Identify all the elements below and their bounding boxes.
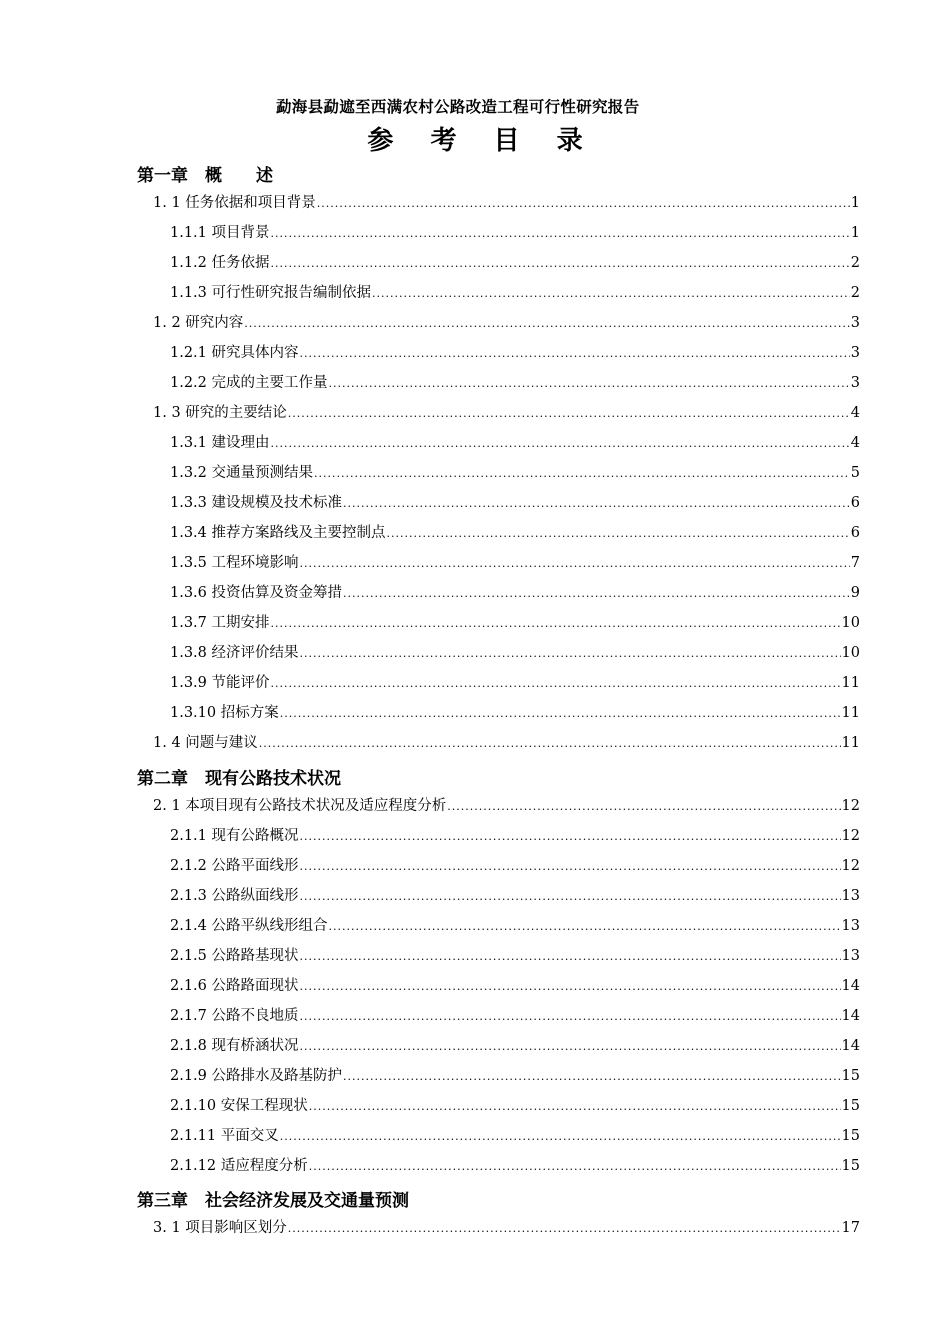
toc-entry-page: 13 xyxy=(841,888,860,904)
toc-entry[interactable] xyxy=(153,401,860,423)
toc-entry-page: 17 xyxy=(841,1220,860,1236)
dot-leader xyxy=(300,831,841,842)
toc-entry-label: 1.2.2 完成的主要工作量 xyxy=(170,375,328,391)
toc-entry-label: 1. 3 研究的主要结论 xyxy=(153,405,287,421)
chapter-heading: 第二章 现有公路技术状况 xyxy=(137,769,341,789)
toc-entry-page: 11 xyxy=(841,705,860,721)
toc-entry-label: 1.3.1 建设理由 xyxy=(170,435,270,451)
toc-entry-page: 6 xyxy=(850,495,860,511)
toc-entry[interactable] xyxy=(153,191,860,213)
toc-entry[interactable] xyxy=(170,1034,860,1056)
dot-leader xyxy=(271,438,850,449)
toc-entry-page: 3 xyxy=(850,315,860,331)
toc-entry-label: 1.1.3 可行性研究报告编制依据 xyxy=(170,285,372,301)
toc-entry-page: 12 xyxy=(841,828,860,844)
dot-leader xyxy=(288,408,850,419)
dot-leader xyxy=(280,1131,841,1142)
toc-entry-page: 11 xyxy=(841,735,860,751)
toc-entry-label: 1. 2 研究内容 xyxy=(153,315,244,331)
toc-entry[interactable] xyxy=(170,551,860,573)
toc-entry-label: 1.3.9 节能评价 xyxy=(170,675,270,691)
toc-entry-page: 13 xyxy=(841,948,860,964)
toc-entry-label: 1.1.1 项目背景 xyxy=(170,225,270,241)
toc-entry-label: 2. 1 本项目现有公路技术状况及适应程度分析 xyxy=(153,798,447,814)
toc-entry-page: 7 xyxy=(850,555,860,571)
toc-entry-label: 1.3.7 工期安排 xyxy=(170,615,270,631)
dot-leader xyxy=(300,951,841,962)
toc-entry-page: 15 xyxy=(841,1158,860,1174)
toc-entry-label: 2.1.4 公路平纵线形组合 xyxy=(170,918,328,934)
dot-leader xyxy=(271,258,850,269)
toc-entry[interactable] xyxy=(170,701,860,723)
chapter-heading: 第一章 概 述 xyxy=(137,166,273,186)
toc-entry[interactable] xyxy=(170,974,860,996)
toc-entry-label: 2.1.2 公路平面线形 xyxy=(170,858,299,874)
toc-entry[interactable] xyxy=(170,671,860,693)
toc-entry[interactable] xyxy=(170,1154,860,1176)
dot-leader xyxy=(300,981,841,992)
dot-leader xyxy=(300,348,850,359)
toc-entry[interactable] xyxy=(170,371,860,393)
toc-entry[interactable] xyxy=(170,824,860,846)
dot-leader xyxy=(447,801,840,812)
dot-leader xyxy=(309,1101,841,1112)
toc-entry[interactable] xyxy=(170,581,860,603)
dot-leader xyxy=(280,708,841,719)
toc-entry-label: 1.3.2 交通量预测结果 xyxy=(170,465,314,481)
toc-entry[interactable] xyxy=(153,794,860,816)
toc-entry-page: 15 xyxy=(841,1128,860,1144)
toc-entry[interactable] xyxy=(170,281,860,303)
toc-entry-page: 14 xyxy=(841,1038,860,1054)
toc-entry-label: 2.1.12 适应程度分析 xyxy=(170,1158,308,1174)
dot-leader xyxy=(244,318,849,329)
dot-leader xyxy=(317,198,850,209)
toc-entry-page: 15 xyxy=(841,1068,860,1084)
dot-leader xyxy=(300,861,841,872)
toc-entry[interactable] xyxy=(170,854,860,876)
toc-entry[interactable] xyxy=(170,611,860,633)
toc-entry-page: 14 xyxy=(841,978,860,994)
toc-entry-page: 2 xyxy=(850,285,860,301)
toc-entry-label: 2.1.9 公路排水及路基防护 xyxy=(170,1068,343,1084)
dot-leader xyxy=(329,378,850,389)
toc-entry[interactable] xyxy=(153,1216,860,1238)
dot-leader xyxy=(314,468,850,479)
toc-entry-label: 1.3.8 经济评价结果 xyxy=(170,645,299,661)
toc-entry-label: 2.1.5 公路路基现状 xyxy=(170,948,299,964)
toc-entry-page: 11 xyxy=(841,675,860,691)
toc-entry-label: 2.1.11 平面交叉 xyxy=(170,1128,279,1144)
toc-entry-label: 2.1.3 公路纵面线形 xyxy=(170,888,299,904)
dot-leader xyxy=(300,1041,841,1052)
dot-leader xyxy=(300,1011,841,1022)
dot-leader xyxy=(387,528,850,539)
toc-entry[interactable] xyxy=(170,461,860,483)
dot-leader xyxy=(309,1161,841,1172)
toc-entry-label: 3. 1 项目影响区划分 xyxy=(153,1220,287,1236)
toc-entry-label: 2.1.7 公路不良地质 xyxy=(170,1008,299,1024)
toc-entry-page: 6 xyxy=(850,525,860,541)
toc-entry[interactable] xyxy=(170,1004,860,1026)
toc-entry-page: 4 xyxy=(850,435,860,451)
toc-entry-label: 1.3.6 投资估算及资金筹措 xyxy=(170,585,343,601)
toc-entry[interactable] xyxy=(170,251,860,273)
toc-entry[interactable] xyxy=(170,884,860,906)
dot-leader xyxy=(300,891,841,902)
toc-entry-label: 1.3.5 工程环境影响 xyxy=(170,555,299,571)
toc-entry[interactable] xyxy=(170,221,860,243)
toc-entry-page: 3 xyxy=(850,375,860,391)
toc-entry-label: 1.3.10 招标方案 xyxy=(170,705,279,721)
toc-entry-page: 10 xyxy=(841,615,860,631)
dot-leader xyxy=(271,618,841,629)
toc-entry[interactable] xyxy=(170,521,860,543)
toc-entry-page: 4 xyxy=(850,405,860,421)
toc-entry-page: 1 xyxy=(850,195,860,211)
toc-entry-page: 10 xyxy=(841,645,860,661)
dot-leader xyxy=(343,588,850,599)
dot-leader xyxy=(271,678,841,689)
toc-entry-page: 3 xyxy=(850,345,860,361)
toc-entry-label: 2.1.6 公路路面现状 xyxy=(170,978,299,994)
toc-entry[interactable] xyxy=(153,731,860,753)
dot-leader xyxy=(259,738,841,749)
toc-entry-page: 2 xyxy=(850,255,860,271)
toc-entry[interactable] xyxy=(170,341,860,363)
toc-entry-label: 1. 1 任务依据和项目背景 xyxy=(153,195,316,211)
toc-entry-label: 1.3.4 推荐方案路线及主要控制点 xyxy=(170,525,386,541)
toc-entry-label: 2.1.1 现有公路概况 xyxy=(170,828,299,844)
dot-leader xyxy=(329,921,841,932)
toc-entry-page: 12 xyxy=(841,858,860,874)
toc-entry-label: 1.1.2 任务依据 xyxy=(170,255,270,271)
toc-entry[interactable] xyxy=(170,914,860,936)
toc-entry-label: 2.1.10 安保工程现状 xyxy=(170,1098,308,1114)
toc-entry-label: 2.1.8 现有桥涵状况 xyxy=(170,1038,299,1054)
dot-leader xyxy=(300,648,841,659)
dot-leader xyxy=(300,558,850,569)
chapter-heading: 第三章 社会经济发展及交通量预测 xyxy=(137,1191,409,1211)
toc-entry[interactable] xyxy=(170,1064,860,1086)
toc-entry-label: 1.2.1 研究具体内容 xyxy=(170,345,299,361)
dot-leader xyxy=(372,288,850,299)
toc-entry-page: 5 xyxy=(850,465,860,481)
toc-entry[interactable] xyxy=(170,491,860,513)
dot-leader xyxy=(343,1071,841,1082)
toc-entry[interactable] xyxy=(170,1094,860,1116)
toc-entry-page: 13 xyxy=(841,918,860,934)
dot-leader xyxy=(343,498,850,509)
toc-entry-page: 1 xyxy=(850,225,860,241)
page-header: 勐海县勐遮至西满农村公路改造工程可行性研究报告 xyxy=(276,97,640,116)
toc-entry[interactable] xyxy=(153,311,860,333)
toc-entry[interactable] xyxy=(170,641,860,663)
toc-entry-label: 1. 4 问题与建议 xyxy=(153,735,258,751)
toc-entry-page: 15 xyxy=(841,1098,860,1114)
toc-entry[interactable] xyxy=(170,1124,860,1146)
dot-leader xyxy=(288,1223,841,1234)
dot-leader xyxy=(271,228,850,239)
toc-entry-label: 1.3.3 建设规模及技术标准 xyxy=(170,495,343,511)
toc-entry-page: 12 xyxy=(841,798,860,814)
toc-entry-page: 9 xyxy=(850,585,860,601)
page-title: 参 考 目 录 xyxy=(367,126,597,156)
toc-entry-page: 14 xyxy=(841,1008,860,1024)
toc-entry[interactable] xyxy=(170,431,860,453)
toc-entry[interactable] xyxy=(170,944,860,966)
